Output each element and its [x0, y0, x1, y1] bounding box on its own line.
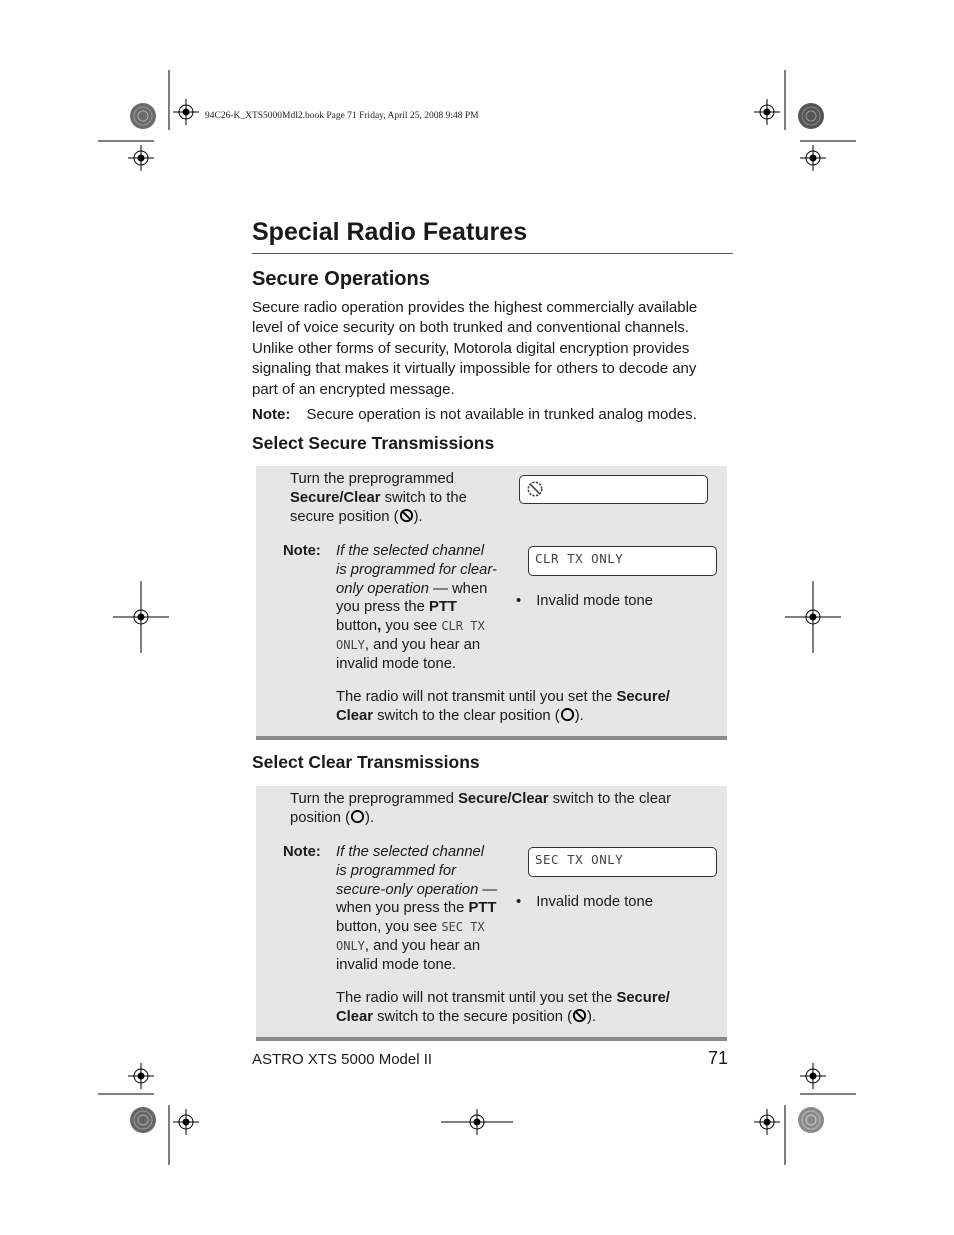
step-text: Turn the preprogrammed — [290, 791, 459, 807]
intro-note — [252, 405, 697, 425]
note-line: If the selected channel — [336, 844, 485, 860]
step-text: ). — [365, 809, 375, 826]
secure-heading: Select Secure Transmissions — [252, 433, 495, 453]
note-line: only operation — [336, 580, 429, 597]
step-text: switch to the — [380, 489, 467, 506]
bullet-text: Invalid mode tone — [536, 894, 653, 910]
note-line: button — [336, 618, 378, 635]
closing-text: The radio will not transmit until you set the — [336, 990, 617, 1006]
intro-line: signaling that makes it virtually impossible for others to decode any — [252, 360, 697, 378]
intro-paragraph — [252, 298, 732, 400]
clear-note — [336, 843, 516, 975]
secure-position-icon — [572, 1008, 587, 1023]
note-comma: , — [377, 618, 382, 635]
clear-closing — [336, 989, 716, 1027]
sec-tx-only-display: SEC TX ONLY — [528, 847, 717, 877]
clear-position-icon — [350, 809, 365, 824]
closing-text: The radio will not transmit until you set the — [336, 689, 617, 705]
switch-name: Clear — [336, 707, 374, 724]
note-label: Note: — [252, 406, 291, 423]
step-line: Turn the preprogrammed — [290, 471, 454, 487]
clear-step — [290, 790, 710, 828]
closing-text: ). — [587, 1008, 597, 1025]
note-line: — when — [428, 580, 488, 597]
switch-name: Clear — [336, 1008, 374, 1025]
step-text: secure position ( — [290, 508, 399, 525]
secure-position-icon — [399, 508, 414, 523]
intro-line: Unlike other forms of security, Motorola digital encryption provides — [252, 339, 690, 357]
note-line: you see — [381, 618, 442, 635]
secure-note-label: Note: — [283, 543, 321, 559]
note-line: invalid mode tone. — [336, 655, 457, 672]
note-line: is programmed for clear- — [336, 561, 497, 578]
secure-display — [519, 475, 708, 504]
step-text: ). — [413, 508, 423, 525]
ptt-label: PTT — [428, 599, 457, 616]
note-line: — — [478, 881, 498, 898]
footer-book-title: ASTRO XTS 5000 Model II — [252, 1051, 433, 1068]
note-line: secure-only operation — [336, 881, 479, 898]
step-text: switch to the clear — [548, 791, 672, 807]
switch-name: Secure/ — [616, 990, 670, 1006]
secure-note — [336, 542, 516, 674]
note-line: button, you see — [336, 919, 442, 936]
note-line: is programmed for — [336, 862, 457, 879]
closing-text: switch to the secure position ( — [373, 1008, 573, 1025]
display-message: ONLY — [336, 637, 365, 652]
switch-name: Secure/Clear — [290, 489, 381, 506]
bullet-dot: • — [516, 593, 522, 609]
book-slug-line: 94C26-K_XTS5000Mdl2.book Page 71 Friday, April 25, 2008 9:48 PM — [205, 111, 479, 121]
clear-position-icon — [560, 707, 575, 722]
step-text: position ( — [290, 809, 351, 826]
secure-bullet — [516, 592, 653, 611]
closing-text: switch to the clear position ( — [373, 707, 560, 724]
secure-display-icon — [526, 480, 544, 498]
display-message: ONLY — [336, 938, 365, 953]
section-title: Secure Operations — [252, 268, 430, 290]
secure-step — [290, 470, 515, 526]
intro-line: part of an encrypted message. — [252, 380, 455, 398]
closing-text: ). — [574, 707, 584, 724]
switch-name: Secure/Clear — [458, 791, 549, 807]
clr-tx-only-display: CLR TX ONLY — [528, 546, 717, 576]
display-message: CLR TX — [441, 619, 485, 634]
intro-line: Secure radio operation provides the highest commercially available — [252, 299, 698, 316]
note-line: when you press the — [336, 900, 469, 917]
bullet-dot: • — [516, 894, 522, 910]
clear-heading: Select Clear Transmissions — [252, 752, 480, 772]
ptt-label: PTT — [468, 900, 497, 917]
display-message: SEC TX — [441, 920, 485, 935]
note-text: Secure operation is not available in trunked analog modes. — [306, 406, 697, 423]
note-line: If the selected channel — [336, 543, 485, 559]
note-line: , and you hear an — [364, 937, 481, 954]
title-rule — [252, 253, 733, 254]
note-line: you press the — [336, 599, 429, 616]
page-number: 71 — [708, 1048, 729, 1068]
note-line: invalid mode tone. — [336, 956, 457, 973]
intro-line: level of voice security on both trunked and conventional channels. — [252, 319, 689, 337]
bullet-text: Invalid mode tone — [536, 593, 653, 609]
secure-closing — [336, 688, 716, 726]
clear-bullet — [516, 893, 653, 912]
note-line: , and you hear an — [364, 636, 481, 653]
switch-name: Secure/ — [616, 689, 670, 705]
clear-note-label: Note: — [283, 844, 321, 860]
chapter-title: Special Radio Features — [252, 218, 528, 246]
